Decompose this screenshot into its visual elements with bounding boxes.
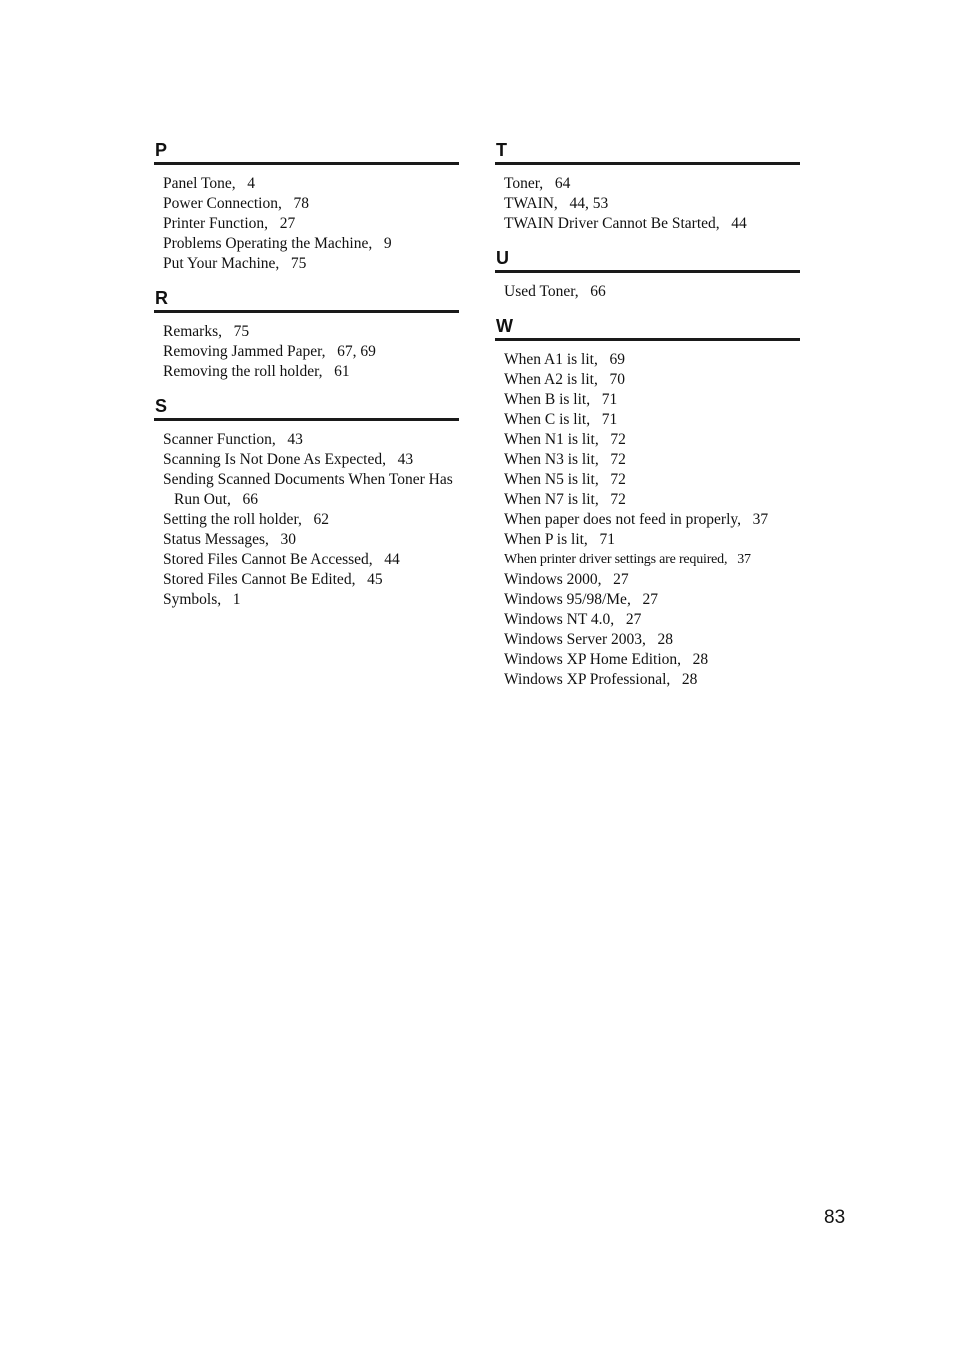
index-section-p [154,140,459,274]
index-term: Toner, [504,175,544,192]
index-entry [163,430,459,450]
index-entry [504,450,800,470]
index-entry [163,234,459,254]
index-page-ref: 30 [280,531,297,548]
index-term: Sending Scanned Documents When Toner Has Run Out, [163,471,453,508]
index-entry [163,214,459,234]
index-entry [163,530,459,550]
index-page-ref: 78 [293,195,309,212]
index-entry-list [154,313,459,382]
index-entry-list [495,273,800,302]
index-page-ref: 45 [367,571,383,588]
index-term: Stored Files Cannot Be Accessed, [163,551,373,568]
index-term: Symbols, [163,591,222,608]
index-term: When N3 is lit, [504,451,599,468]
index-entry [504,370,800,390]
index-page-ref: 9 [383,235,392,252]
index-page-ref: 71 [599,531,615,548]
index-term: When printer driver settings are required, [504,552,728,567]
index-term: Windows XP Professional, [504,671,671,688]
index-term: TWAIN, [504,195,558,212]
page-number: 83 [824,1207,846,1228]
index-entry-list [495,165,800,234]
index-section-r [154,288,459,382]
index-entry [504,610,800,630]
index-page-ref: 37 [737,552,751,567]
index-term: Status Messages, [163,531,269,548]
index-entry [163,550,459,570]
index-term: When A2 is lit, [504,371,598,388]
index-page-ref: 28 [657,631,673,648]
index-term: Printer Function, [163,215,269,232]
index-column-right [495,140,800,704]
index-page-ref: 66 [590,283,606,300]
index-term: Setting the roll holder, [163,511,302,528]
index-entry-list [154,421,459,610]
index-section-u [495,248,800,302]
index-page-ref: 27 [279,215,296,232]
index-term: Windows Server 2003, [504,631,646,648]
index-entry [504,550,800,570]
section-letter-heading: P [154,140,459,165]
index-page-ref: 28 [692,651,709,668]
index-page-ref: 61 [334,363,350,380]
index-entry [504,470,800,490]
index-section-s [154,396,459,610]
index-term: Windows 95/98/Me, [504,591,631,608]
index-entry [504,174,800,194]
index-term: Problems Operating the Machine, [163,235,373,252]
index-page-ref: 44, 53 [569,195,609,212]
index-page-ref: 27 [625,611,642,628]
index-term: When B is lit, [504,391,591,408]
index-term: Windows NT 4.0, [504,611,615,628]
index-term: Windows 2000, [504,571,602,588]
index-entry [163,174,459,194]
index-page-ref: 62 [313,511,329,528]
index-page-ref: 67, 69 [337,343,376,360]
index-page-ref: 72 [610,491,626,508]
index-term: Removing the roll holder, [163,363,323,380]
index-term: When N1 is lit, [504,431,599,448]
index-page-ref: 37 [752,511,769,528]
index-entry [504,670,800,690]
index-entry [163,570,459,590]
index-entry-list [154,165,459,274]
index-entry [504,570,800,590]
index-page-ref: 1 [232,591,241,608]
index-term: Windows XP Home Edition, [504,651,682,668]
index-page-ref: 75 [233,323,250,340]
index-page-ref: 69 [609,351,625,368]
index-term: Put Your Machine, [163,255,280,272]
index-entry [504,510,800,530]
index-entry [163,590,459,610]
index-page-ref: 70 [609,371,625,388]
index-entry [504,282,800,302]
index-term: Power Connection, [163,195,282,212]
index-entry [504,410,800,430]
index-page-ref: 27 [613,571,629,588]
index-page-ref: 75 [290,255,307,272]
section-letter-heading: T [495,140,800,165]
index-entry [163,470,459,510]
index-entry [504,430,800,450]
index-entry-list [495,341,800,690]
index-page-ref: 27 [642,591,658,608]
section-letter-heading: U [495,248,800,273]
index-column-left [154,140,459,624]
index-entry [504,390,800,410]
index-term: When N5 is lit, [504,471,599,488]
index-entry [504,490,800,510]
index-entry [163,362,459,382]
index-entry [504,590,800,610]
index-term: Remarks, [163,323,222,340]
index-term: When P is lit, [504,531,588,548]
index-page-ref: 44 [384,551,400,568]
index-entry [504,630,800,650]
index-entry [504,530,800,550]
index-term: Scanning Is Not Done As Expected, [163,451,386,468]
index-term: TWAIN Driver Cannot Be Started, [504,215,720,232]
section-letter-heading: W [495,316,800,341]
index-page-ref: 43 [397,451,414,468]
index-page-ref: 4 [247,175,256,192]
index-page-ref: 71 [601,391,618,408]
section-letter-heading: S [154,396,459,421]
index-entry [163,254,459,274]
section-letter-heading: R [154,288,459,313]
index-page-ref: 43 [287,431,303,448]
index-term: Stored Files Cannot Be Edited, [163,571,356,588]
index-entry [504,350,800,370]
index-section-w [495,316,800,690]
index-entry [163,194,459,214]
index-entry [163,510,459,530]
index-page-ref: 71 [601,411,618,428]
index-page-ref: 72 [610,451,626,468]
index-entry [504,214,800,234]
index-section-t [495,140,800,234]
index-term: Panel Tone, [163,175,236,192]
index-term: Removing Jammed Paper, [163,343,326,360]
index-entry [163,322,459,342]
index-term: When A1 is lit, [504,351,598,368]
index-entry [163,342,459,362]
index-term: When N7 is lit, [504,491,599,508]
index-term: When paper does not feed in properly, [504,511,742,528]
index-page-ref: 28 [681,671,698,688]
index-page-ref: 66 [242,491,258,508]
index-entry [504,650,800,670]
index-page-ref: 44 [731,215,747,232]
index-term: When C is lit, [504,411,591,428]
index-term: Scanner Function, [163,431,276,448]
index-page-ref: 64 [554,175,571,192]
index-page-ref: 72 [610,431,626,448]
index-page-ref: 72 [610,471,626,488]
index-entry [504,194,800,214]
index-entry [163,450,459,470]
index-term: Used Toner, [504,283,579,300]
